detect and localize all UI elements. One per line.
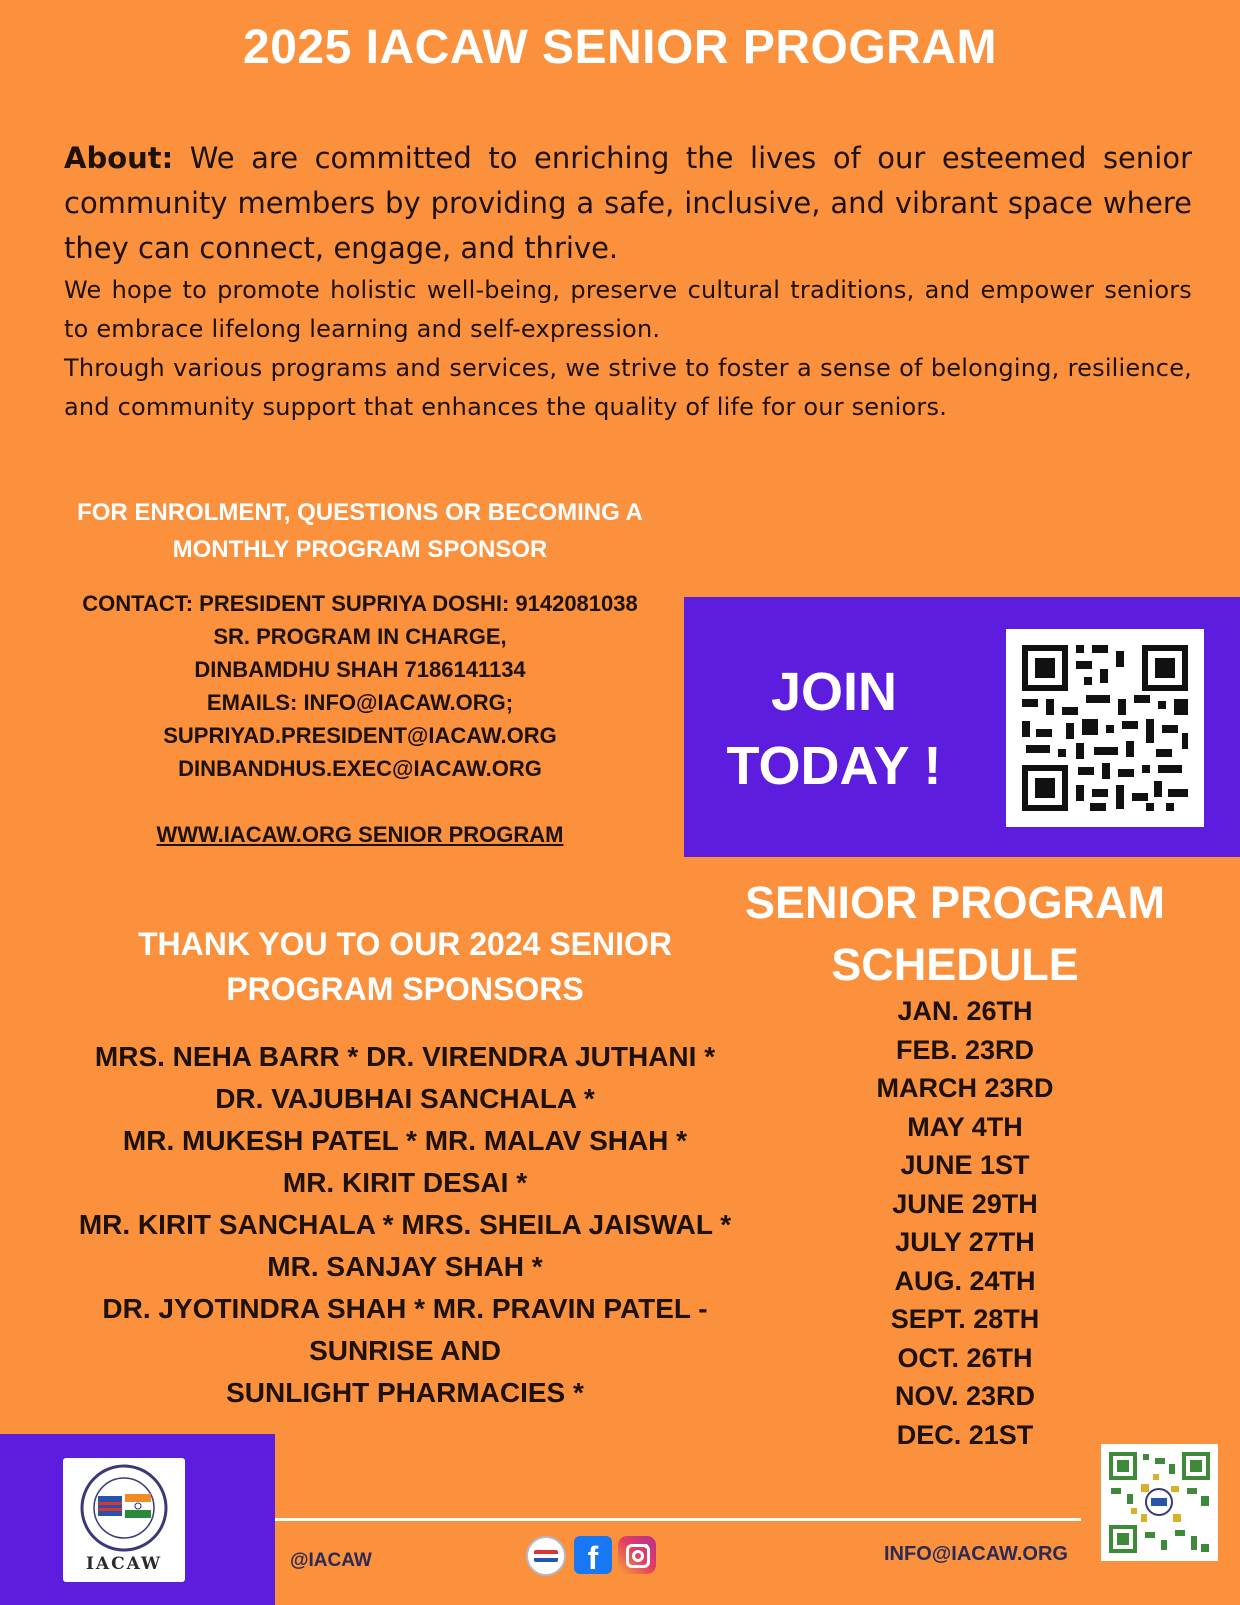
iacaw-emblem-icon (63, 1458, 185, 1558)
page-title: 2025 IACAW SENIOR PROGRAM (243, 21, 997, 74)
sponsor-line: DR. JYOTINDRA SHAH * MR. PRAVIN PATEL - (102, 1293, 708, 1324)
contact-email-info[interactable]: EMAILS: INFO@IACAW.ORG; (206, 690, 514, 715)
iacaw-logo (63, 1458, 185, 1582)
about-paragraph-1 (64, 136, 1192, 271)
instagram-icon[interactable] (618, 1536, 656, 1574)
footer-divider (275, 1518, 1081, 1521)
schedule-date: JUNE 1ST (900, 1150, 1030, 1180)
sponsor-line: MRS. NEHA BARR * DR. VIRENDRA JUTHANI * (94, 1041, 716, 1072)
join-line-2: TODAY ! (726, 736, 942, 796)
footer-logo-panel (0, 1434, 275, 1605)
join-line-1: JOIN (770, 662, 898, 722)
schedule-date: AUG. 24TH (894, 1265, 1036, 1296)
enrolment-line-1: FOR ENROLMENT, QUESTIONS OR BECOMING A (77, 499, 643, 526)
sponsor-line: SUNRISE AND (309, 1335, 501, 1366)
schedule-date: SEPT. 28TH (890, 1304, 1040, 1334)
join-call-to-action (724, 655, 944, 803)
thanks-line-2: PROGRAM SPONSORS (226, 971, 584, 1007)
schedule-date: OCT. 26TH (897, 1342, 1033, 1373)
schedule-dates (845, 992, 1085, 1454)
join-qr-code-icon[interactable] (1006, 629, 1204, 827)
schedule-date: FEB. 23RD (895, 1034, 1035, 1065)
schedule-date: MAY 4TH (907, 1111, 1023, 1142)
thanks-heading (60, 922, 750, 1012)
schedule-date: DEC. 21ST (896, 1419, 1034, 1450)
sponsor-line: SUNLIGHT PHARMACIES * (226, 1377, 584, 1408)
about-label: About: (64, 141, 174, 175)
enrolment-heading (40, 494, 680, 568)
schedule-heading (730, 872, 1180, 996)
about-section (64, 136, 1192, 427)
schedule-date: JULY 27TH (895, 1227, 1035, 1257)
website-link[interactable]: WWW.IACAW.ORG SENIOR PROGRAM (156, 822, 564, 847)
join-banner (684, 597, 1240, 857)
about-paragraph-2: We hope to promote holistic well-being, preserve cultural traditions, and empower seniors to embrace lifelong learning and self-expression. (64, 276, 1192, 343)
schedule-title-line-2: SCHEDULE (831, 939, 1079, 990)
contact-president: CONTACT: PRESIDENT SUPRIYA DOSHI: 9142081038 (82, 591, 638, 616)
sponsor-line: MR. SANJAY SHAH * (267, 1251, 543, 1282)
contact-email-president[interactable]: SUPRIYAD.PRESIDENT@IACAW.ORG (163, 723, 557, 748)
social-handle[interactable]: @IACAW (290, 1550, 372, 1571)
schedule-date: JUNE 29TH (892, 1188, 1038, 1219)
enrolment-line-2: MONTHLY PROGRAM SPONSOR (172, 536, 548, 563)
sponsor-line: MR. KIRIT DESAI * (282, 1167, 528, 1198)
contact-email-exec[interactable]: DINBANDHUS.EXEC@IACAW.ORG (178, 756, 542, 781)
about-text-1: We are committed to enriching the lives of our esteemed senior community members by providing a safe, inclusive, and vibrant space where they can connect, engage, and thrive. (64, 141, 1192, 265)
thanks-line-1: THANK YOU TO OUR 2024 SENIOR (137, 926, 673, 962)
iacaw-seal-icon[interactable] (526, 1536, 566, 1576)
contact-block (40, 587, 680, 785)
schedule-date: NOV. 23RD (894, 1381, 1036, 1411)
sponsor-line: MR. KIRIT SANCHALA * MRS. SHEILA JAISWAL * (78, 1209, 732, 1240)
contact-program-lead: DINBAMDHU SHAH 7186141134 (194, 657, 526, 682)
schedule-title-line-1: SENIOR PROGRAM (744, 877, 1166, 928)
footer-qr-code-icon[interactable] (1101, 1444, 1218, 1561)
sponsor-list (30, 1036, 780, 1414)
facebook-icon[interactable]: f (574, 1536, 612, 1574)
sponsor-line: MR. MUKESH PATEL * MR. MALAV SHAH * (122, 1125, 688, 1156)
about-paragraph-3: Through various programs and services, we strive to foster a sense of belonging, resilience, and community support that enhances the quality of life for our seniors. (64, 354, 1192, 421)
schedule-date: JAN. 26TH (897, 996, 1033, 1026)
sponsor-line: DR. VAJUBHAI SANCHALA * (215, 1083, 595, 1114)
footer-email[interactable]: INFO@IACAW.ORG (884, 1543, 1068, 1565)
contact-program-role: SR. PROGRAM IN CHARGE, (213, 624, 507, 649)
schedule-date: MARCH 23RD (876, 1073, 1054, 1103)
logo-wordmark: IACAW (85, 1554, 163, 1574)
